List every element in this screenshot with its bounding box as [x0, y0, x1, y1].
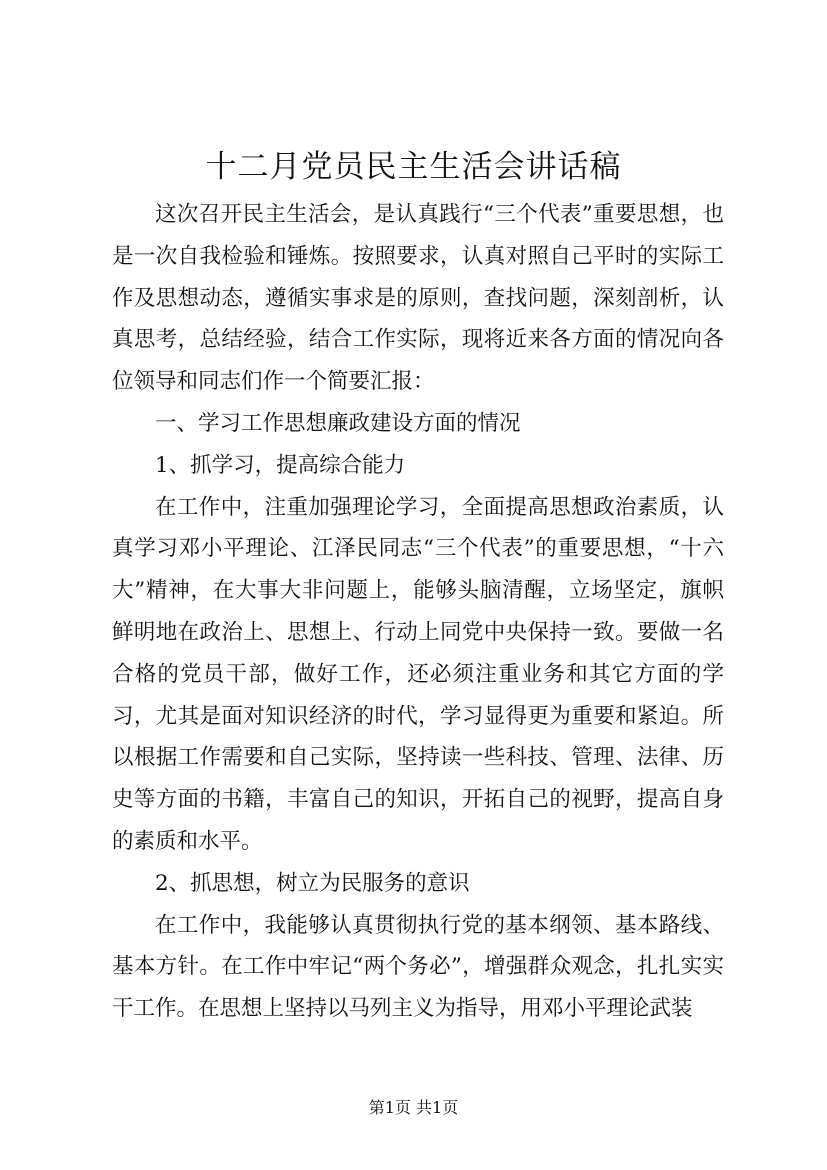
document-title: 十二月党员民主生活会讲话稿: [205, 149, 622, 185]
page-number-footer: 第1页 共1页: [368, 1098, 459, 1117]
subsection-heading-2: 2、抓思想，树立为民服务的意识: [155, 870, 470, 896]
subsection-heading-1: 1、抓学习，提高综合能力: [155, 452, 406, 478]
thought-paragraph: 在工作中，我能够认真贯彻执行党的基本纲领、基本路线、基本方针。在工作中牢记“两个务必”，增强群众观念，扎扎实实干工作。在思想上坚持以马列主义为指导，用邓小平理论武装: [112, 912, 724, 1022]
intro-paragraph: 这次召开民主生活会，是认真践行“三个代表”重要思想，也是一次自我检验和锤炼。按照要求，认真对照自己平时的实际工作及思想动态，遵循实事求是的原则，查找问题，深刻剖析，认真思考，总结经验，结合工作实际，现将近来各方面的情况向各位领导和同志们作一个简要汇报：: [112, 202, 724, 395]
section-heading-1: 一、学习工作思想廉政建设方面的情况: [155, 410, 521, 436]
document-body: [112, 194, 724, 1030]
study-paragraph: 在工作中，注重加强理论学习，全面提高思想政治素质，认真学习邓小平理论、江泽民同志“三个代表”的重要思想，“十六大”精神，在大事大非问题上，能够头脑清醒，立场坚定，旗帜鲜明地在政治上、思想上、行动上同党中央保持一致。要做一名合格的党员干部，做好工作，还必须注重业务和其它方面的学习，尤其是面对知识经济的时代，学习显得更为重要和紧迫。所以根据工作需要和自己实际，坚持读一些科技、管理、法律、历史等方面的书籍，丰富自己的知识，开拓自己的视野，提高自身的素质和水平。: [112, 494, 724, 854]
